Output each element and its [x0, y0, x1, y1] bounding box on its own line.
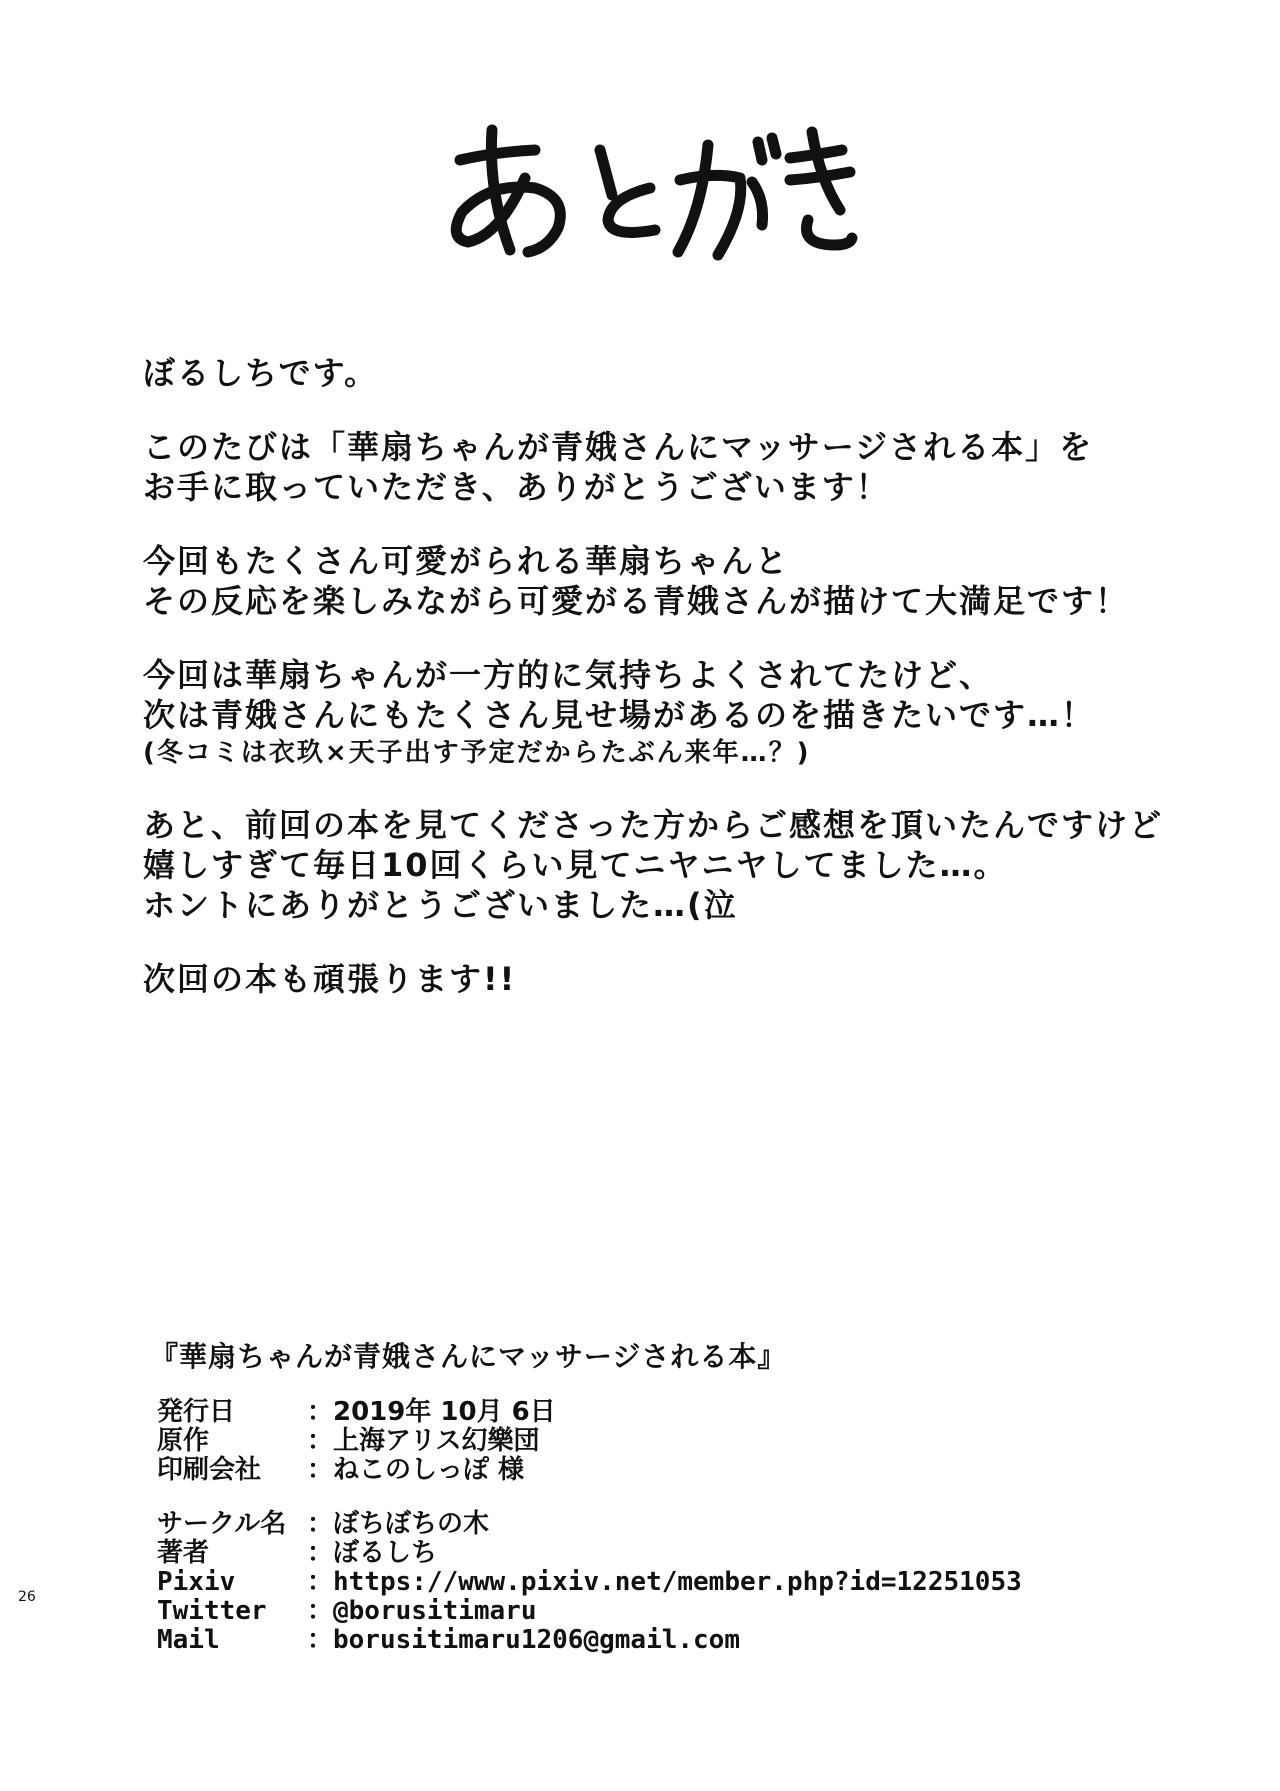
colophon-value: ：2019年 10月 6日: [307, 1397, 556, 1427]
paragraph-satisfaction: [143, 541, 1163, 621]
colophon-value: ：ぼちぼちの木: [307, 1509, 490, 1539]
text-line: 次は青娥さんにもたくさん見せ場があるのを描きたいです…！: [143, 696, 1096, 734]
text-line: その反応を楽しみながら可愛がる青娥さんが描けて大満足です！: [143, 582, 1130, 620]
colophon-key: 著者: [157, 1538, 210, 1568]
colophon-key: 印刷会社: [157, 1455, 262, 1485]
handwritten-heading-art: [440, 120, 860, 270]
text-line: あと、前回の本を見てくださった方からご感想を頂いたんですけど: [143, 806, 1164, 844]
colophon-key: 原作: [157, 1426, 210, 1456]
colophon-row-mail: [157, 1626, 1037, 1655]
paragraph-thanks: [143, 427, 1163, 507]
colophon-key: Mail: [157, 1625, 220, 1655]
colophon-value: ：上海アリス幻樂団: [307, 1426, 540, 1456]
paragraph-next-plans: [143, 655, 1163, 771]
text-note: (冬コミは衣玖×天子出す予定だからたぶん来年…？): [143, 738, 811, 768]
text-line: このたびは「華扇ちゃんが青娥さんにマッサージされる本」を: [143, 428, 1094, 466]
paragraph-feedback: [143, 805, 1163, 925]
text-line: ぼるしちです。: [143, 354, 379, 392]
colophon-row-author: [157, 1539, 1037, 1568]
colophon-row-pixiv: [157, 1568, 1037, 1597]
colophon-value: ：ねこのしっぽ 様: [307, 1455, 525, 1485]
colophon-key: サークル名: [157, 1509, 287, 1539]
colophon-row-printer: [157, 1456, 1037, 1485]
paragraph-closing: [143, 959, 1163, 999]
colophon-key: 発行日: [157, 1397, 236, 1427]
colophon-value: ：borusitimaru1206@gmail.com: [307, 1625, 740, 1655]
text-line: 嬉しすぎて毎日10回くらい見てニヤニヤしてました…。: [143, 846, 1008, 884]
colophon-circle: [157, 1510, 1037, 1655]
colophon-value: ：@borusitimaru: [307, 1596, 537, 1626]
colophon-value: ：https://www.pixiv.net/member.php?id=12251053: [307, 1567, 1022, 1597]
text-line: 次回の本も頑張ります!!: [143, 960, 517, 998]
colophon-row-circle-name: [157, 1510, 1037, 1539]
book-title: 『華扇ちゃんが青娥さんにマッサージされる本』: [150, 1340, 787, 1373]
colophon-publication: [157, 1398, 1037, 1485]
text-line: 今回もたくさん可愛がられる華扇ちゃんと: [143, 542, 790, 580]
text-line: 今回は華扇ちゃんが一方的に気持ちよくされてたけど、: [143, 656, 994, 694]
text-line: ホントにありがとうございました…(泣: [143, 886, 738, 924]
colophon-key: Twitter: [157, 1596, 267, 1626]
colophon-row-original-work: [157, 1427, 1037, 1456]
colophon-row-issue-date: [157, 1398, 1037, 1427]
colophon-row-twitter: [157, 1597, 1037, 1626]
colophon-value: ：ぼるしち: [307, 1538, 438, 1568]
page-number: 26: [18, 1589, 36, 1605]
afterword-heading: [440, 120, 860, 270]
colophon-key: Pixiv: [157, 1567, 236, 1597]
afterword-body: [143, 353, 1163, 1033]
paragraph-greeting: [143, 353, 1163, 393]
text-line: お手に取っていただき、ありがとうございます！: [143, 468, 890, 506]
